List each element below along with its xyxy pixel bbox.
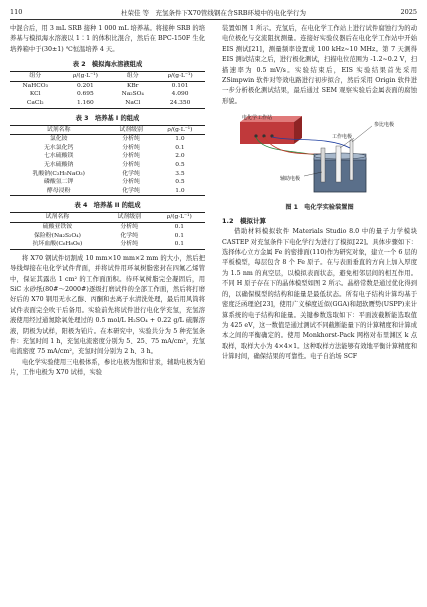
table-cell: 抗坏血酸(C₆H₈O₆) <box>32 241 83 248</box>
table2-header-cell: ρ/(g·L⁻¹) <box>72 73 98 80</box>
table-cell: CaCl₂ <box>26 100 44 106</box>
table-row <box>10 90 205 99</box>
label-reference-electrode: 参比电极 <box>374 122 395 129</box>
table-cell: 化学纯 <box>120 232 139 239</box>
table-row <box>10 161 205 170</box>
table-cell: 硫酸亚铁铵 <box>42 223 73 230</box>
figure-1-apparatus <box>222 112 417 200</box>
table3-header-cell: 试剂级别 <box>119 126 143 133</box>
table4-header-cell: 试剂级别 <box>117 214 142 221</box>
table-row <box>10 178 205 187</box>
table-cell: 分析纯 <box>122 153 140 160</box>
table-cell: 4.090 <box>171 91 189 98</box>
year: 2025 <box>400 8 417 16</box>
table2-header-cell: ρ/(g·L⁻¹) <box>167 73 193 80</box>
table2 <box>10 71 205 108</box>
table-cell: KBr <box>126 82 139 89</box>
table-row <box>10 99 205 108</box>
table-cell: 0.201 <box>76 82 94 89</box>
table2-caption: 表 2 模拟海水溶液组成 <box>72 61 143 69</box>
page-number: 110 <box>10 8 23 16</box>
table-cell: Na₂SO₄ <box>121 91 144 98</box>
table-cell: 分析纯 <box>120 223 139 230</box>
table-cell: 0.5 <box>175 179 185 186</box>
table-cell: 1.0 <box>175 136 185 143</box>
table-cell: 保险粉(Na₂S₂O₄) <box>34 232 81 239</box>
table-cell: 分析纯 <box>122 144 140 151</box>
table-row <box>10 81 205 90</box>
eis-paragraph: 装置如图 1 所示。充氢后，在电化学工作站上进行试件腐蚀行为的动电位极化与交流阻抗测量。连接好实验仪器后在电化学工作站中开始 EIS 测试[21]，测量频率设置成 100 kHz~10 MHz。第 7 天测得 EIS 测试结束之后，进行极化测试，扫描电位范围为 -1.2~0.2 V，扫描速率为 0.5 mV/s。实验结束后，EIS 实验结果首先采用 ZSimpwin 软件对等效电路进行初步拟合，然后采用 Origin 软件进一步分析极化测试结果，最后通过 SEM 观察实验后金属表面的腐蚀形貌。 <box>222 25 417 105</box>
table-cell: 0.1 <box>174 232 184 239</box>
page-header <box>10 6 417 18</box>
table2-header-row <box>10 72 205 82</box>
table3 <box>10 125 205 197</box>
table-cell: 24.350 <box>169 100 191 106</box>
table4-caption: 表 4 培养基 II 的组成 <box>74 202 141 210</box>
header-rule <box>10 19 417 20</box>
table-row <box>10 187 205 196</box>
table-cell: NaHCO₃ <box>22 82 48 89</box>
table-cell: 1.0 <box>175 187 185 194</box>
table-cell: 0.5 <box>175 161 185 168</box>
table4-header-row <box>10 213 205 223</box>
table-row <box>10 240 205 249</box>
table-cell: 0.1 <box>174 223 184 230</box>
table-cell: 分析纯 <box>122 179 140 186</box>
table-cell: 乳酸钠(C₃H₅NaO₃) <box>32 170 85 177</box>
table-cell: 2.0 <box>175 153 185 160</box>
right-column <box>222 24 417 363</box>
left-column <box>10 24 205 379</box>
table-row <box>10 144 205 153</box>
samples-paragraph: 将 X70 钢试件切割成 10 mm×10 mm×2 mm 的大小，然后把导线焊接在电化学试件背面，并将试件用环氧树脂密封在四氟乙烯管中，保证其露出 1 cm² 的工作面面积。待环氧树脂完全凝固后，用 SiC 水砂纸(80#～2000#)逐级打磨试件的全部工作面，然后将打磨好后的 X70 钢用无水乙醇、丙酮和去离子水清洗处理，最后用风筒将试件表面完全吹干后备用。实验前先将试件进行电化学充氢，充氢溶液使用经过通氮除氧处理过的 0.5 mol/L H₂SO₄ + 0.22 g/L 硫脲溶液，阴极为试样，阳极为铂片。在本研究中，实验共分为 5 种充氢条件：充氢时间 1 h，充氢电流密度分别为 5、25、75 mA/cm²，充氢电流密度 75 mA/cm²，充氢时间分别为 2 h、3 h。 <box>10 254 205 356</box>
figure-1-caption: 图 1 电化学实验装置图 <box>285 204 354 212</box>
label-auxiliary-electrode: 辅助电极 <box>280 176 301 183</box>
table-row <box>10 222 205 231</box>
table-cell: 化学纯 <box>122 170 140 177</box>
label-working-electrode: 工作电极 <box>332 134 353 141</box>
table-cell: KCl <box>29 91 41 98</box>
table4-header-cell: ρ/(g·L⁻¹) <box>166 214 192 221</box>
apparatus-illustration <box>222 112 417 200</box>
table2-header-cell: 组分 <box>126 73 139 80</box>
setup-paragraph: 电化学实验使用三电极体系，参比电极为饱和甘汞，辅助电极为铂片，工作电极为 X70 试样，实验 <box>10 358 205 377</box>
table-cell: 氯化铵 <box>49 136 68 143</box>
table-row <box>10 170 205 179</box>
table2-header-cell: 组分 <box>29 73 42 80</box>
table-cell: 0.101 <box>171 82 189 89</box>
table-cell: 分析纯 <box>122 161 140 168</box>
label-workstation: 电化学工作站 <box>242 115 273 122</box>
table-cell: 酵母浸粉 <box>46 187 71 194</box>
running-title: 杜荣佳 等 充氢条件下X70管线钢在含SRB环境中的电化学行为 <box>120 9 307 17</box>
table-cell: 磷酸氢二钾 <box>43 179 74 186</box>
table3-header-cell: 试剂名称 <box>46 126 71 133</box>
table-cell: 分析纯 <box>122 136 140 143</box>
table-cell: 化学纯 <box>122 187 140 194</box>
table-cell: 3.5 <box>175 170 185 177</box>
table-cell: 无水硫酸钠 <box>43 161 74 168</box>
table-row <box>10 135 205 144</box>
simulation-paragraph: 借助材料模拟软件 Materials Studio 8.0 中的量子力学模块 CASTEP 对充氢条件下电化学行为进行了模拟[22]。具体步骤如下：选择体心立方金属 Fe 的密排面(110)作为研究对象，建立一个 6 层的平板模型，每层包含 8 个 Fe 原子。在与表面垂直的方向上加入厚度为 1.5 nm 的真空层，以模拟表面状态，避免相邻层间的相互作用。不同 H 原子存在下的晶体模型如图 2 所示。晶格常数是通过优化得到的，以确保模型的结构和能量是最低状态。所有电子结构计算均基于密度泛函理论[23]，使用广义梯度近似(GGA)和超软赝势(USPP)来计算系统的电子结构和能量。关键参数选取如下：平面波截断能选取值为 425 eV，这一数值是通过测试不同截断能量下的计算精度和计算成本之间的平衡确定的。使用 Monkhorst-Pack 网格对布里渊区 k 点取样，取样大小为 4×4×1。这种取样方法能够有效地平衡计算精度和计算时间，确保结果的可靠性。电子自治场 SCF <box>222 228 417 361</box>
table-cell: 无水氯化钙 <box>43 144 74 151</box>
table-row <box>10 232 205 241</box>
table-cell: 0.1 <box>174 241 184 248</box>
table4 <box>10 212 205 249</box>
table3-header-row <box>10 125 205 135</box>
table-cell: 分析纯 <box>120 241 139 248</box>
table-row <box>10 152 205 161</box>
section-title: 1.2 模拟计算 <box>222 217 267 226</box>
table-cell: 0.695 <box>76 91 94 98</box>
intro-paragraph: 中混合后，用 3 mL SRB 接种 1 000 mL 培养基。将接种 SRB 的培养基与模拟海水溶液以 1∶1 的体积比混合，然后在 BPC-150F 生化培养箱中于(30±1) ℃恒温培养 4 天。 <box>10 25 205 53</box>
table-cell: NaCl <box>125 100 141 106</box>
table-cell: 1.160 <box>76 100 94 106</box>
table3-caption: 表 3 培养基 I 的组成 <box>75 114 140 122</box>
table4-header-cell: 试剂名称 <box>45 214 70 221</box>
table3-header-cell: ρ/(g·L⁻¹) <box>167 126 193 133</box>
table-cell: 0.1 <box>175 144 185 151</box>
table-cell: 七水硫酸镁 <box>43 153 74 160</box>
